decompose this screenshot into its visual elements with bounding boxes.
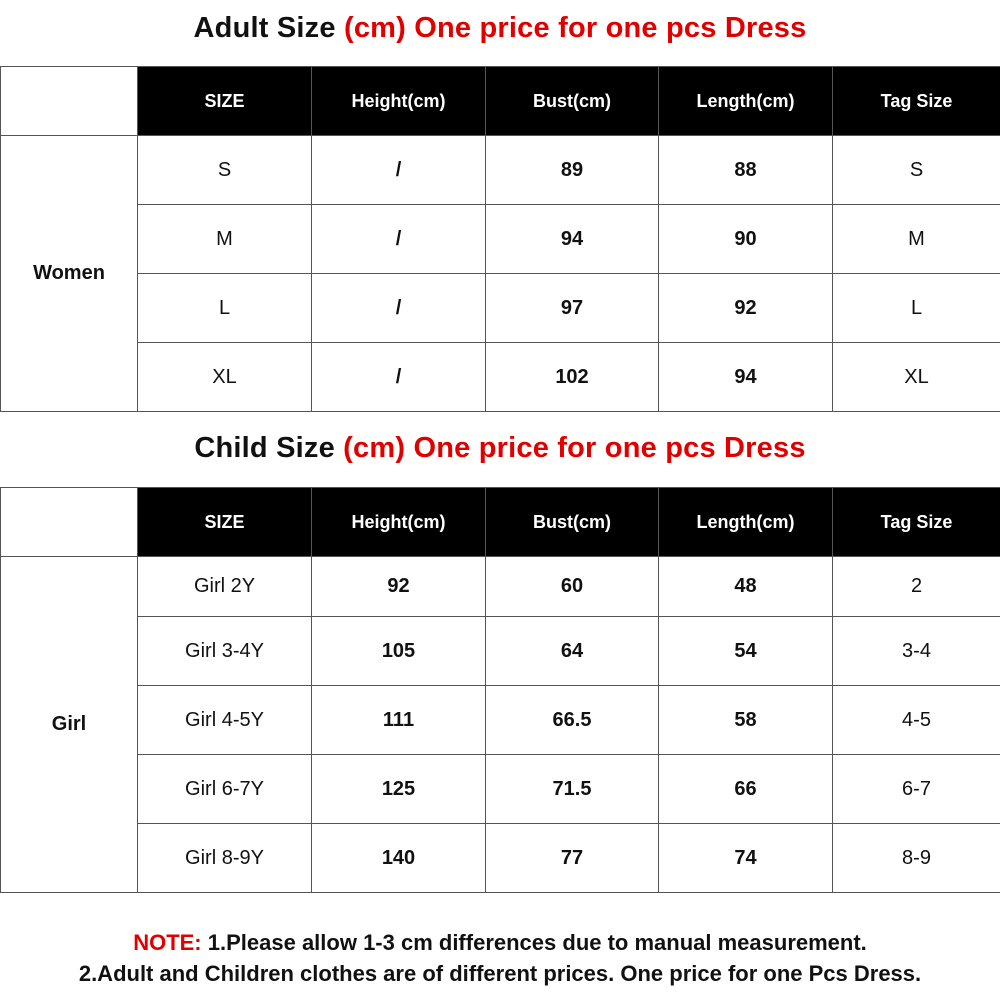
- bust-cell: 97: [486, 274, 659, 343]
- adult-size-title: [0, 12, 1000, 45]
- height-cell: 125: [312, 755, 486, 824]
- note-text-2: 2.Adult and Children clothes are of different prices. One price for one Pcs Dress.: [78, 961, 922, 986]
- child-header-length: Length(cm): [659, 488, 833, 557]
- height-cell: 105: [312, 617, 486, 686]
- bust-cell: 66.5: [486, 686, 659, 755]
- child-header-corner: [1, 488, 138, 557]
- adult-header-tag-size: Tag Size: [833, 67, 1000, 136]
- size-cell: Girl 2Y: [138, 557, 312, 617]
- child-title-main: Child Size: [194, 432, 335, 464]
- size-cell: L: [138, 274, 312, 343]
- tag-size-cell: 4-5: [833, 686, 1000, 755]
- table-row: [1, 274, 1000, 343]
- bust-cell: 89: [486, 136, 659, 205]
- size-cell: S: [138, 136, 312, 205]
- length-cell: 88: [659, 136, 833, 205]
- height-cell: /: [312, 274, 486, 343]
- adult-header-row: [1, 67, 1000, 136]
- adult-size-table: [0, 66, 1000, 412]
- length-cell: 94: [659, 343, 833, 412]
- tag-size-cell: XL: [833, 343, 1000, 412]
- child-size-title: [0, 432, 1000, 465]
- table-row: [1, 343, 1000, 412]
- adult-header-height: Height(cm): [312, 67, 486, 136]
- note-text-1: 1.Please allow 1-3 cm differences due to manual measurement.: [201, 930, 867, 955]
- height-cell: 92: [312, 557, 486, 617]
- adult-header-corner: [1, 67, 138, 136]
- tag-size-cell: L: [833, 274, 1000, 343]
- bust-cell: 64: [486, 617, 659, 686]
- table-row: [1, 824, 1000, 893]
- size-cell: M: [138, 205, 312, 274]
- size-cell: Girl 4-5Y: [138, 686, 312, 755]
- length-cell: 58: [659, 686, 833, 755]
- adult-title-main: Adult Size: [193, 12, 336, 44]
- bust-cell: 102: [486, 343, 659, 412]
- length-cell: 92: [659, 274, 833, 343]
- bust-cell: 94: [486, 205, 659, 274]
- tag-size-cell: 6-7: [833, 755, 1000, 824]
- height-cell: 111: [312, 686, 486, 755]
- tag-size-cell: 2: [833, 557, 1000, 617]
- length-cell: 48: [659, 557, 833, 617]
- adult-title-red: (cm) One price for one pcs Dress: [343, 12, 807, 44]
- tag-size-cell: S: [833, 136, 1000, 205]
- length-cell: 74: [659, 824, 833, 893]
- tag-size-cell: M: [833, 205, 1000, 274]
- adult-header-length: Length(cm): [659, 67, 833, 136]
- size-cell: Girl 8-9Y: [138, 824, 312, 893]
- height-cell: /: [312, 136, 486, 205]
- height-cell: /: [312, 343, 486, 412]
- height-cell: /: [312, 205, 486, 274]
- size-cell: XL: [138, 343, 312, 412]
- table-row: [1, 557, 1000, 617]
- table-row: [1, 136, 1000, 205]
- group-label-women: Women: [1, 136, 138, 412]
- tag-size-cell: 8-9: [833, 824, 1000, 893]
- note-line-2: [0, 961, 1000, 987]
- tag-size-cell: 3-4: [833, 617, 1000, 686]
- group-label-girl: Girl: [1, 557, 138, 893]
- note-label: NOTE:: [133, 930, 202, 955]
- adult-header-size: SIZE: [138, 67, 312, 136]
- bust-cell: 77: [486, 824, 659, 893]
- child-size-table: [0, 487, 1000, 893]
- table-row: [1, 755, 1000, 824]
- length-cell: 54: [659, 617, 833, 686]
- table-row: [1, 205, 1000, 274]
- height-cell: 140: [312, 824, 486, 893]
- child-header-height: Height(cm): [312, 488, 486, 557]
- child-header-row: [1, 488, 1000, 557]
- size-cell: Girl 3-4Y: [138, 617, 312, 686]
- bust-cell: 60: [486, 557, 659, 617]
- child-header-bust: Bust(cm): [486, 488, 659, 557]
- size-cell: Girl 6-7Y: [138, 755, 312, 824]
- note-line-1: [0, 930, 1000, 956]
- child-header-tag-size: Tag Size: [833, 488, 1000, 557]
- adult-header-bust: Bust(cm): [486, 67, 659, 136]
- bust-cell: 71.5: [486, 755, 659, 824]
- table-row: [1, 617, 1000, 686]
- length-cell: 90: [659, 205, 833, 274]
- length-cell: 66: [659, 755, 833, 824]
- child-header-size: SIZE: [138, 488, 312, 557]
- child-title-red: (cm) One price for one pcs Dress: [343, 432, 806, 464]
- table-row: [1, 686, 1000, 755]
